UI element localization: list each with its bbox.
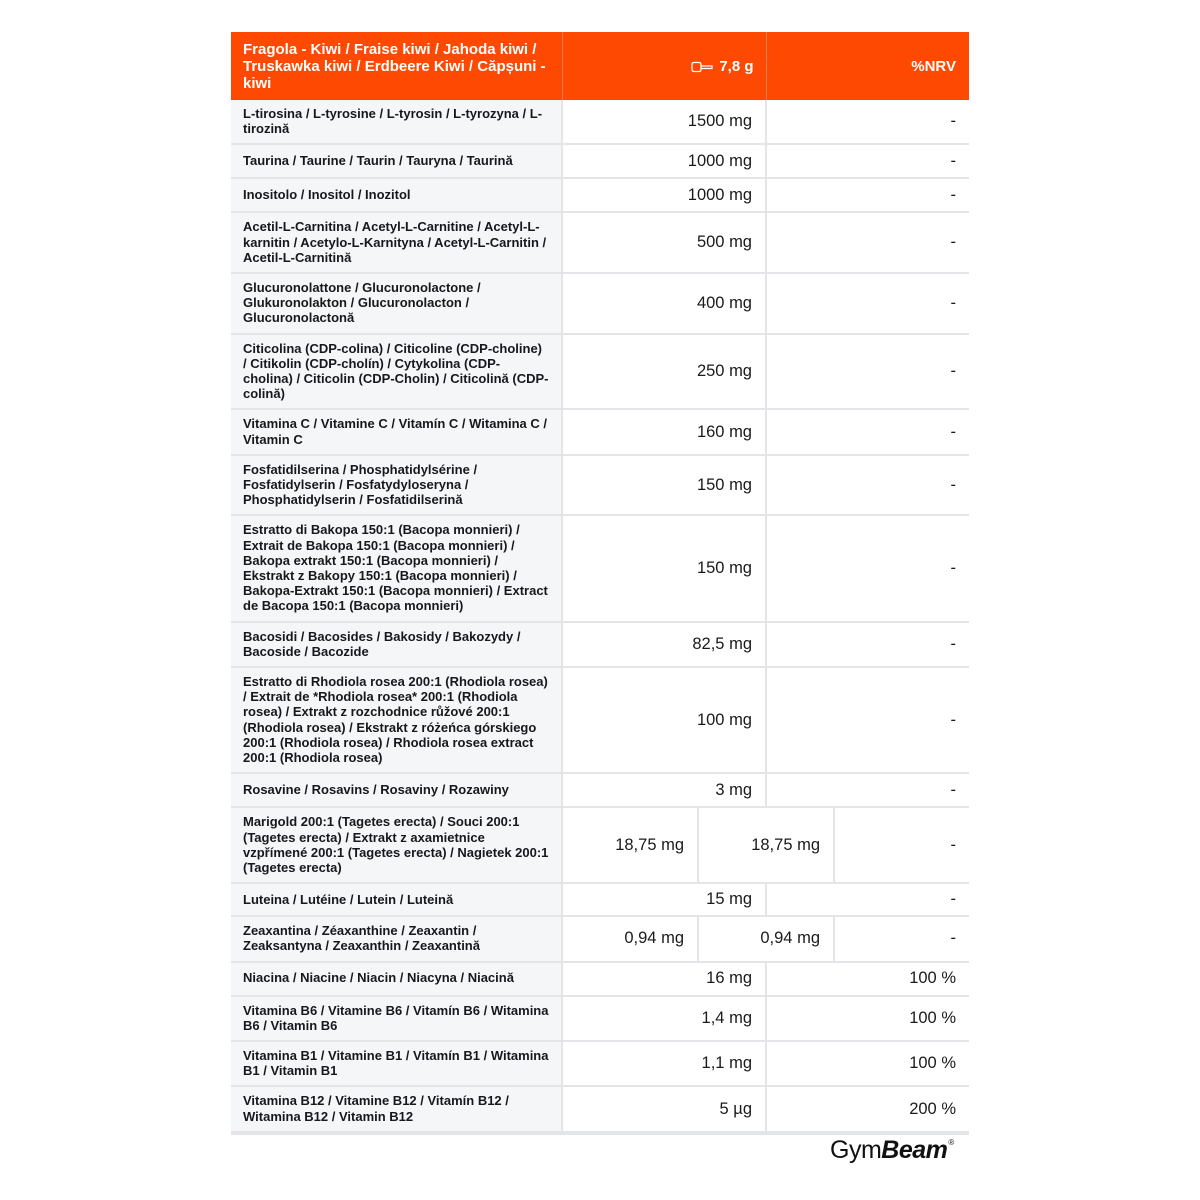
amount-cell: 1500 mg xyxy=(562,100,766,144)
table-row xyxy=(231,996,969,1041)
amount-cell: 0,94 mg xyxy=(562,916,698,961)
nrv-cell: 100 % xyxy=(766,1041,969,1086)
table-row xyxy=(231,667,969,773)
amount-cell: 18,75 mg xyxy=(562,807,698,883)
nrv-cell: - xyxy=(766,178,969,212)
amount-cell: 16 mg xyxy=(562,962,766,996)
amount-cell: 150 mg xyxy=(562,455,766,516)
nrv-cell: - xyxy=(766,100,969,144)
table-row xyxy=(231,807,969,883)
nrv-cell: 100 % xyxy=(766,996,969,1041)
nrv-cell: - xyxy=(766,409,969,454)
amount-cell: 82,5 mg xyxy=(562,622,766,667)
amount-cell: 250 mg xyxy=(562,334,766,410)
ingredient-name: Zeaxantina / Zéaxanthine / Zeaxantin / Zeaksantyna / Zeaxanthin / Zeaxantină xyxy=(231,916,562,961)
gymbeam-logo: GymBeam® xyxy=(830,1136,954,1164)
ingredient-name: Vitamina B1 / Vitamine B1 / Vitamín B1 / Witamina B1 / Vitamin B1 xyxy=(231,1041,562,1086)
nrv-cell: - xyxy=(834,807,969,883)
ingredient-name: Rosavine / Rosavins / Rosaviny / Rozawiny xyxy=(231,773,562,807)
table-row xyxy=(231,622,969,667)
nrv-cell: 100 % xyxy=(766,962,969,996)
amount-cell-secondary: 18,75 mg xyxy=(698,807,834,883)
ingredient-name: Estratto di Rhodiola rosea 200:1 (Rhodiola rosea) / Extrait de *Rhodiola rosea* 200:1 (Rhodiola rosea) / Extrakt z rozchodnice růžové 200:1 (Rhodiola rosea) / Ekstrakt z różeńca górskiego 200:1 (Rhodiola rosea) / Rhodiola rosea extract 200:1 (Rhodiola rosea) xyxy=(231,667,562,773)
nrv-cell: - xyxy=(766,212,969,273)
serving-header xyxy=(562,32,766,100)
nutrition-table-container xyxy=(231,32,969,1135)
table-row xyxy=(231,144,969,178)
nrv-header: %NRV xyxy=(766,32,969,100)
amount-cell: 160 mg xyxy=(562,409,766,454)
amount-cell: 500 mg xyxy=(562,212,766,273)
amount-cell: 1000 mg xyxy=(562,144,766,178)
nrv-cell: - xyxy=(766,334,969,410)
ingredient-name: Citicolina (CDP-colina) / Citicoline (CDP-choline) / Citikolin (CDP-cholín) / Cytykolina (CDP-cholina) / Citicolin (CDP-Cholin) / Citicolină (CDP-colină) xyxy=(231,334,562,410)
amount-cell: 15 mg xyxy=(562,883,766,916)
amount-cell: 1,1 mg xyxy=(562,1041,766,1086)
nrv-cell: - xyxy=(766,883,969,916)
ingredient-name: Inositolo / Inositol / Inozitol xyxy=(231,178,562,212)
table-row xyxy=(231,1041,969,1086)
table-row xyxy=(231,273,969,334)
amount-cell: 1,4 mg xyxy=(562,996,766,1041)
nrv-cell: - xyxy=(766,667,969,773)
amount-cell-secondary: 0,94 mg xyxy=(698,916,834,961)
amount-cell: 400 mg xyxy=(562,273,766,334)
serving-size: 7,8 g xyxy=(719,57,754,75)
ingredient-name: Niacina / Niacine / Niacin / Niacyna / Niacină xyxy=(231,962,562,996)
ingredient-name: Fosfatidilserina / Phosphatidylsérine / Fosfatidylserin / Fosfatydyloseryna / Phosphatidylserin / Fosfatidilserină xyxy=(231,455,562,516)
amount-cell: 3 mg xyxy=(562,773,766,807)
ingredient-name: L-tirosina / L-tyrosine / L-tyrosin / L-tyrozyna / L-tirozină xyxy=(231,100,562,144)
amount-cell: 5 µg xyxy=(562,1086,766,1131)
nrv-cell: - xyxy=(766,515,969,621)
table-row xyxy=(231,883,969,916)
table-row xyxy=(231,212,969,273)
nrv-cell: - xyxy=(766,773,969,807)
ingredient-name: Taurina / Taurine / Taurin / Tauryna / Taurină xyxy=(231,144,562,178)
table-row xyxy=(231,916,969,961)
nutrition-table xyxy=(231,32,969,1133)
table-row xyxy=(231,1086,969,1131)
ingredient-name: Vitamina C / Vitamine C / Vitamín C / Witamina C / Vitamin C xyxy=(231,409,562,454)
table-row xyxy=(231,455,969,516)
ingredient-name: Vitamina B6 / Vitamine B6 / Vitamín B6 / Witamina B6 / Vitamin B6 xyxy=(231,996,562,1041)
table-row xyxy=(231,515,969,621)
table-row xyxy=(231,409,969,454)
ingredient-name: Acetil-L-Carnitina / Acetyl-L-Carnitine / Acetyl-L-karnitin / Acetylo-L-Karnityna / Acetyl-L-Carnitin / Acetil-L-Carnitină xyxy=(231,212,562,273)
amount-cell: 150 mg xyxy=(562,515,766,621)
nrv-cell: - xyxy=(766,273,969,334)
table-body xyxy=(231,100,969,1132)
ingredient-name: Glucuronolattone / Glucuronolactone / Glukuronolakton / Glucuronolacton / Glucuronolactonă xyxy=(231,273,562,334)
table-row xyxy=(231,334,969,410)
ingredient-name: Vitamina B12 / Vitamine B12 / Vitamín B12 / Witamina B12 / Vitamin B12 xyxy=(231,1086,562,1131)
flavor-header: Fragola - Kiwi / Fraise kiwi / Jahoda kiwi / Truskawka kiwi / Erdbeere Kiwi / Căpșuni - kiwi xyxy=(231,32,562,100)
scoop-icon xyxy=(691,61,713,73)
ingredient-name: Marigold 200:1 (Tagetes erecta) / Souci 200:1 (Tagetes erecta) / Extrakt z axamietnice vzpřímené 200:1 (Tagetes erecta) / Nagietek 200:1 (Tagetes erecta) xyxy=(231,807,562,883)
table-row xyxy=(231,100,969,144)
amount-cell: 1000 mg xyxy=(562,178,766,212)
ingredient-name: Luteina / Lutéine / Lutein / Luteină xyxy=(231,883,562,916)
table-row xyxy=(231,962,969,996)
nrv-cell: - xyxy=(834,916,969,961)
nrv-cell: - xyxy=(766,144,969,178)
nrv-cell: - xyxy=(766,622,969,667)
amount-cell: 100 mg xyxy=(562,667,766,773)
table-header xyxy=(231,32,969,100)
nrv-cell: 200 % xyxy=(766,1086,969,1131)
nrv-cell: - xyxy=(766,455,969,516)
ingredient-name: Bacosidi / Bacosides / Bakosidy / Bakozydy / Bacoside / Bacozide xyxy=(231,622,562,667)
table-row xyxy=(231,773,969,807)
table-row xyxy=(231,178,969,212)
ingredient-name: Estratto di Bakopa 150:1 (Bacopa monnieri) / Extrait de Bakopa 150:1 (Bacopa monnieri) / Bakopa extrakt 150:1 (Bacopa monnieri) / Ekstrakt z Bakopy 150:1 (Bacopa monnieri) / Bakopa-Extrakt 150:1 (Bacopa monnieri) / Extract de Bacopa 150:1 (Bacopa monnieri) xyxy=(231,515,562,621)
